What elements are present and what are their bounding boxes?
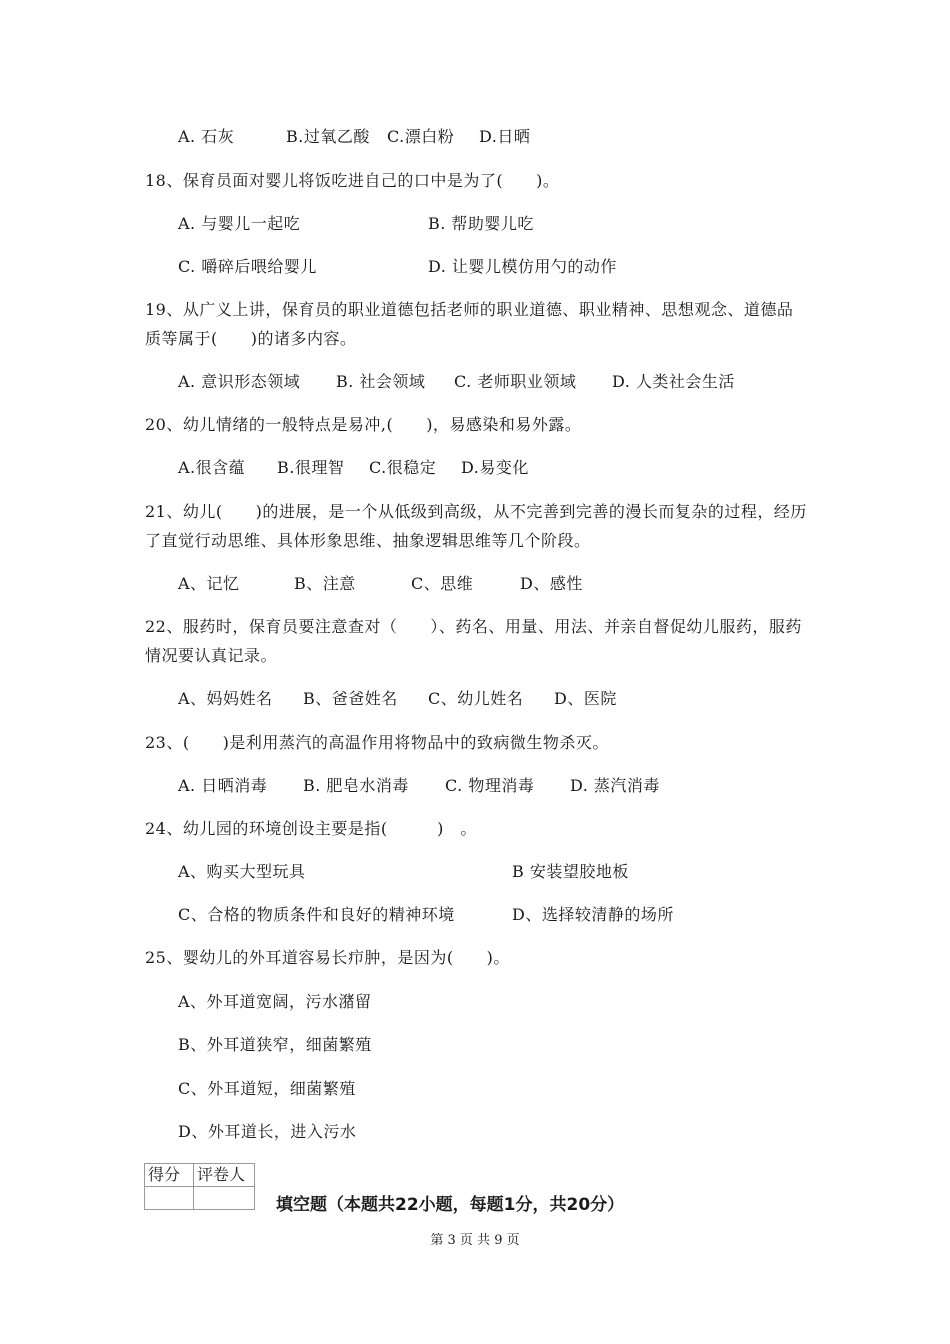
- q18-option-d: D. 让婴儿模仿用勺的动作: [428, 257, 617, 276]
- q19-option-c: C. 老师职业领域: [454, 372, 577, 391]
- q25-option-b: B、外耳道狭窄，细菌繁殖: [178, 1035, 372, 1054]
- grader-cell: [194, 1187, 255, 1210]
- q24-option-a: A、购买大型玩具: [178, 862, 306, 881]
- q19-option-a: A. 意识形态领域: [178, 372, 301, 391]
- grader-header: 评卷人: [194, 1164, 255, 1187]
- q22-stem-line-2: 情况要认真记录。: [145, 646, 278, 665]
- score-cell: [145, 1187, 194, 1210]
- q21-stem-line-2: 了直觉行动思维、具体形象思维、抽象逻辑思维等几个阶段。: [145, 531, 591, 550]
- q19-option-d: D. 人类社会生活: [612, 372, 735, 391]
- q24-option-c: C、合格的物质条件和良好的精神环境: [178, 905, 455, 924]
- q17-option-d: D.日晒: [479, 127, 531, 146]
- q20-option-a: A.很含蕴: [178, 458, 246, 477]
- q18-option-a: A. 与婴儿一起吃: [178, 214, 301, 233]
- q25-option-d: D、外耳道长，进入污水: [178, 1122, 357, 1141]
- q20-stem: 20、幼儿情绪的一般特点是易冲,( )，易感染和易外露。: [145, 415, 582, 434]
- q22-option-b: B、爸爸姓名: [303, 689, 398, 708]
- q17-option-c: C.漂白粉: [387, 127, 455, 146]
- q19-stem-line-1: 19、从广义上讲，保育员的职业道德包括老师的职业道德、职业精神、思想观念、道德品: [145, 300, 794, 319]
- q21-option-c: C、思维: [411, 574, 474, 593]
- q24-option-d: D、选择较清静的场所: [512, 905, 674, 924]
- q20-option-b: B.很理智: [277, 458, 345, 477]
- q19-option-b: B. 社会领域: [336, 372, 426, 391]
- q22-option-d: D、医院: [554, 689, 617, 708]
- q23-option-a: A. 日晒消毒: [178, 776, 268, 795]
- page-footer: 第 3 页 共 9 页: [430, 1233, 520, 1248]
- q22-option-c: C、幼儿姓名: [428, 689, 524, 708]
- score-header: 得分: [145, 1164, 194, 1187]
- q23-option-c: C. 物理消毒: [445, 776, 535, 795]
- q25-option-a: A、外耳道宽阔，污水潴留: [178, 992, 372, 1011]
- q17-option-a: A. 石灰: [178, 127, 235, 146]
- q25-stem: 25、婴幼儿的外耳道容易长疖肿，是因为( )。: [145, 948, 510, 967]
- q23-option-d: D. 蒸汽消毒: [570, 776, 660, 795]
- q22-option-a: A、妈妈姓名: [178, 689, 273, 708]
- q18-option-b: B. 帮助婴儿吃: [428, 214, 534, 233]
- q19-stem-line-2: 质等属于( )的诸多内容。: [145, 329, 357, 348]
- q21-option-b: B、注意: [294, 574, 356, 593]
- q18-option-c: C. 嚼碎后喂给婴儿: [178, 257, 317, 276]
- q21-option-a: A、记忆: [178, 574, 240, 593]
- section-title: 填空题（本题共22小题，每题1分，共20分）: [276, 1195, 625, 1215]
- q23-stem: 23、( )是利用蒸汽的高温作用将物品中的致病微生物杀灭。: [145, 733, 609, 752]
- q21-option-d: D、感性: [520, 574, 583, 593]
- score-table: [144, 1163, 255, 1210]
- q24-stem: 24、幼儿园的环境创设主要是指( ) 。: [145, 819, 477, 838]
- q23-option-b: B. 肥皂水消毒: [303, 776, 409, 795]
- q24-option-b: B 安装望胶地板: [512, 862, 629, 881]
- q20-option-d: D.易变化: [461, 458, 529, 477]
- q22-stem-line-1: 22、服药时，保育员要注意查对（ ）、药名、用量、用法、并亲自督促幼儿服药，服药: [145, 617, 802, 636]
- q20-option-c: C.很稳定: [369, 458, 437, 477]
- q17-option-b: B.过氧乙酸: [286, 127, 370, 146]
- q25-option-c: C、外耳道短，细菌繁殖: [178, 1079, 356, 1098]
- q18-stem: 18、保育员面对婴儿将饭吃进自己的口中是为了( )。: [145, 171, 560, 190]
- q21-stem-line-1: 21、幼儿( )的进展，是一个从低级到高级，从不完善到完善的漫长而复杂的过程，经历: [145, 502, 807, 521]
